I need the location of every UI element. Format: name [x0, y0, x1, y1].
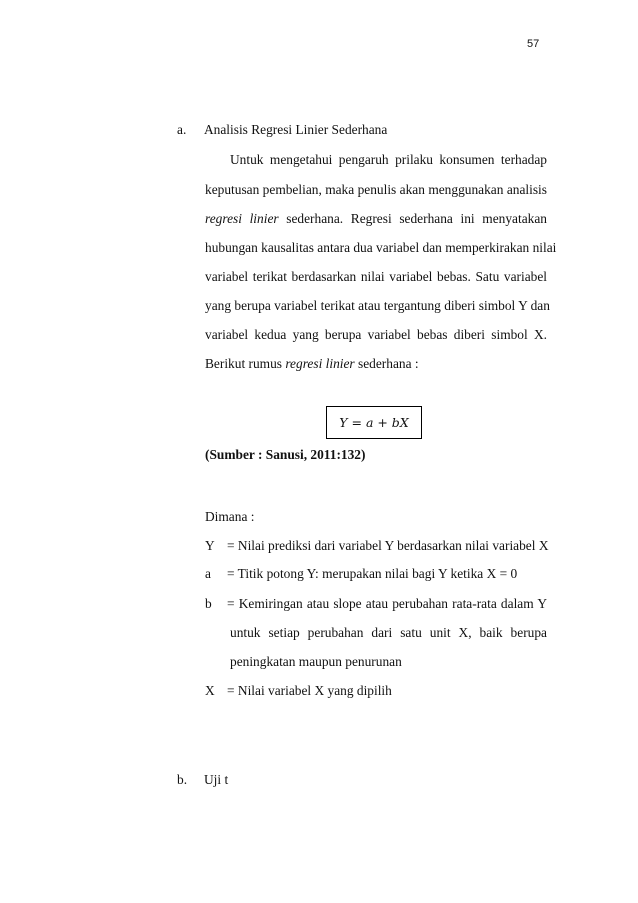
section-a-heading [177, 122, 387, 138]
paragraph-line: Untuk mengetahui pengaruh prilaku konsumen terhadap [230, 152, 547, 167]
section-a-marker: a. [177, 122, 187, 137]
definition-text: = Titik potong Y: merupakan nilai bagi Y ketika X = 0 [227, 566, 518, 581]
section-b-heading [177, 772, 228, 788]
where-label: Dimana : [205, 509, 255, 524]
definition-symbol: Y [205, 538, 215, 553]
paragraph-line-end: sederhana : [354, 356, 419, 371]
italic-term: regresi linier [205, 211, 279, 226]
definition-continuation: untuk setiap perubahan dari satu unit X, baik berupa [230, 625, 547, 640]
definition-symbol: X [205, 683, 215, 698]
formula-box [326, 406, 422, 439]
definition-symbol: b [205, 596, 212, 611]
definition-symbol: a [205, 566, 211, 581]
paragraph-line [205, 211, 547, 227]
paragraph-line: keputusan pembelian, maka penulis akan menggunakan analisis [205, 182, 547, 197]
italic-term: regresi linier [285, 356, 355, 371]
definition-continuation: peningkatan maupun penurunan [230, 654, 402, 669]
page-number: 57 [527, 38, 540, 50]
formula: Y = a + bX [339, 415, 409, 430]
definition-text: = Nilai variabel X yang dipilih [227, 683, 392, 698]
paragraph-line [205, 356, 547, 372]
paragraph-line: yang berupa variabel terikat atau tergantung diberi simbol Y dan [205, 298, 550, 313]
paragraph-line: variabel terikat berdasarkan nilai variabel bebas. Satu variabel [205, 269, 547, 284]
paragraph-line-start: Berikut rumus [205, 356, 286, 371]
section-b-title: Uji t [204, 772, 229, 787]
definition-text: = Nilai prediksi dari variabel Y berdasarkan nilai variabel X [227, 538, 549, 553]
source-citation: (Sumber : Sanusi, 2011:132) [205, 447, 366, 462]
definition-text: = Kemiringan atau slope atau perubahan rata-rata dalam Y [227, 596, 547, 611]
paragraph-line: hubungan kausalitas antara dua variabel dan memperkirakan nilai [205, 240, 557, 255]
paragraph-line-rest: sederhana. Regresi sederhana ini menyatakan [278, 211, 547, 226]
paragraph-line: variabel kedua yang berupa variabel bebas diberi simbol X. [205, 327, 547, 342]
section-b-marker: b. [177, 772, 188, 787]
section-a-title: Analisis Regresi Linier Sederhana [204, 122, 388, 137]
